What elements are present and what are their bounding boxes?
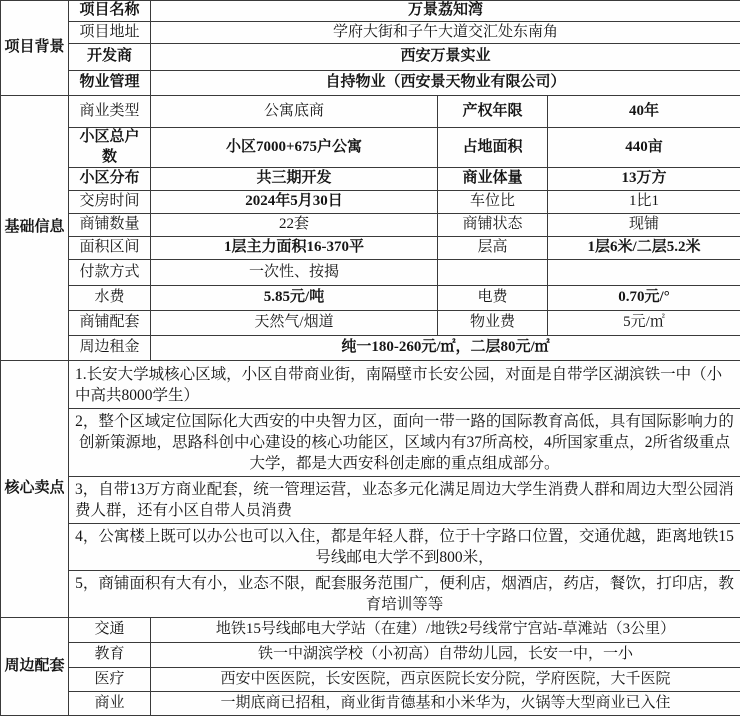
value-developer: 西安万景实业 (151, 44, 740, 71)
value-property-management: 自持物业（西安景天物业有限公司） (151, 71, 740, 96)
section-title-basic-info: 基础信息 (1, 96, 69, 361)
label-property-fee: 物业费 (438, 311, 548, 336)
selling-point-3: 3，自带13万方商业配套，统一管理运营，业态多元化满足周边大学生消费人群和周边大型公园消费人群，还有小区自带人员消费 (69, 477, 740, 524)
label-medical: 医疗 (69, 668, 151, 692)
section-title-project-background: 项目背景 (1, 1, 69, 96)
value-nearby-rent: 纯一180-260元/㎡，二层80元/㎡ (151, 336, 740, 361)
section-title-surroundings: 周边配套 (1, 618, 69, 716)
value-payment-method: 一次性、按揭 (151, 260, 438, 286)
label-project-address: 项目地址 (69, 22, 151, 44)
value-project-address: 学府大街和子午大道交汇处东南角 (151, 22, 740, 44)
value-commerce: 一期底商已招租，商业街肯德基和小米华为，火锅等大型商业已入住 (151, 692, 740, 716)
value-shop-facilities: 天然气/烟道 (151, 311, 438, 336)
value-parking-ratio: 1比1 (548, 191, 740, 214)
selling-point-2: 2，整个区域定位国际化大西安的中央智力区，面向一带一路的国际教育高低，具有国际影响力的创新策源地，思路科创中心建设的核心功能区，区域内有37所高校，4所国家重点，2所省级重点大学，都是大西安科创走廊的重点组成部分。 (69, 409, 740, 477)
value-electricity-fee: 0.70元/° (548, 286, 740, 311)
section-title-selling-points: 核心卖点 (1, 361, 69, 618)
label-property-term: 产权年限 (438, 96, 548, 128)
value-land-area: 440亩 (548, 128, 740, 168)
value-community-phases: 共三期开发 (151, 168, 438, 191)
value-shop-status: 现铺 (548, 214, 740, 237)
label-commercial-volume: 商业体量 (438, 168, 548, 191)
value-education: 铁一中湖滨学校（小初高）自带幼儿园，长安一中，一小 (151, 643, 740, 668)
selling-point-5: 5，商铺面积有大有小，业态不限，配套服务范围广，便利店，烟酒店，药店，餐饮，打印店，教育培训等等 (69, 571, 740, 618)
label-electricity-fee: 电费 (438, 286, 548, 311)
label-delivery-date: 交房时间 (69, 191, 151, 214)
label-nearby-rent: 周边租金 (69, 336, 151, 361)
label-parking-ratio: 车位比 (438, 191, 548, 214)
label-shop-status: 商铺状态 (438, 214, 548, 237)
label-land-area: 占地面积 (438, 128, 548, 168)
value-total-households: 小区7000+675户公寓 (151, 128, 438, 168)
value-area-range: 1层主力面积16-370平 (151, 237, 438, 260)
value-shop-count: 22套 (151, 214, 438, 237)
value-water-fee: 5.85元/吨 (151, 286, 438, 311)
label-education: 教育 (69, 643, 151, 668)
label-property-management: 物业管理 (69, 71, 151, 96)
selling-point-1: 1.长安大学城核心区域，小区自带商业街，南隔壁市长安公园，对面是自带学区湖滨铁一中（小中高共8000学生） (69, 361, 740, 409)
label-shop-count: 商铺数量 (69, 214, 151, 237)
label-business-type: 商业类型 (69, 96, 151, 128)
label-empty (438, 260, 548, 286)
value-property-fee: 5元/㎡ (548, 311, 740, 336)
value-delivery-date: 2024年5月30日 (151, 191, 438, 214)
label-area-range: 面积区间 (69, 237, 151, 260)
label-floor-height: 层高 (438, 237, 548, 260)
label-developer: 开发商 (69, 44, 151, 71)
label-payment-method: 付款方式 (69, 260, 151, 286)
label-water-fee: 水费 (69, 286, 151, 311)
value-business-type: 公寓底商 (151, 96, 438, 128)
label-community-phases: 小区分布 (69, 168, 151, 191)
value-empty (548, 260, 740, 286)
value-transport: 地铁15号线邮电大学站（在建）/地铁2号线常宁宫站-草滩站（3公里） (151, 618, 740, 643)
value-medical: 西安中医医院，长安医院，西京医院长安分院，学府医院，大千医院 (151, 668, 740, 692)
value-project-name: 万景荔知湾 (151, 1, 740, 22)
value-commercial-volume: 13万方 (548, 168, 740, 191)
label-shop-facilities: 商铺配套 (69, 311, 151, 336)
label-total-households: 小区总户数 (69, 128, 151, 168)
label-transport: 交通 (69, 618, 151, 643)
selling-point-4: 4，公寓楼上既可以办公也可以入住，都是年轻人群，位于十字路口位置，交通优越，距离地铁15号线邮电大学不到800米， (69, 524, 740, 571)
value-property-term: 40年 (548, 96, 740, 128)
label-project-name: 项目名称 (69, 1, 151, 22)
label-commerce: 商业 (69, 692, 151, 716)
value-floor-height: 1层6米/二层5.2米 (548, 237, 740, 260)
